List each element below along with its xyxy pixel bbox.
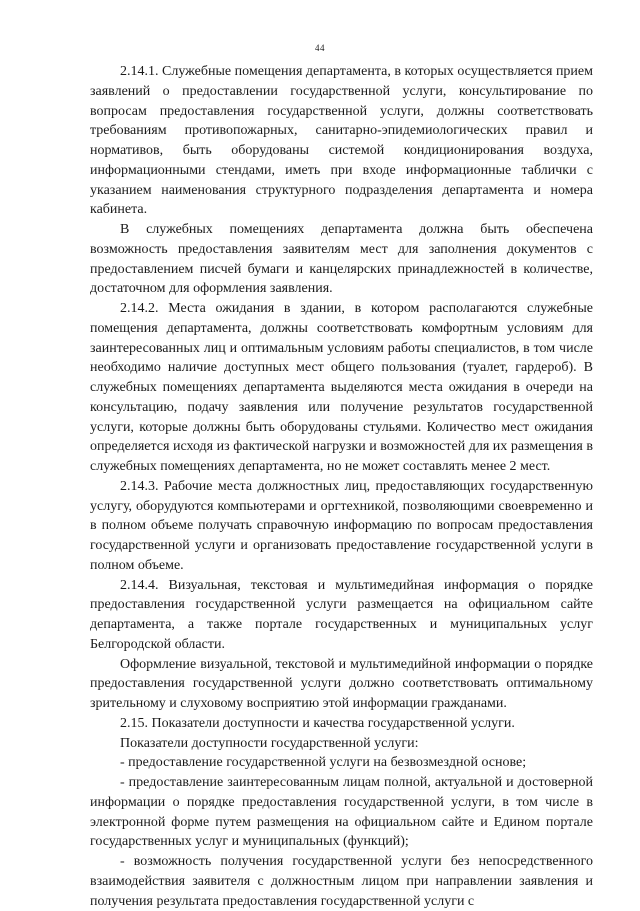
paragraph-2-14-1: 2.14.1. Служебные помещения департамента, в которых осуществляется прием заявлений о предоставлении государственной услуги, консультирование по вопросам предоставления государственной услуги, должны соответствовать требованиям противопожарных, санитарно-эпидемиологических правил и нормативов, быть оборудованы системой кондиционирования воздуха, информационными стендами, иметь при входе информационные таблички с указанием наименования структурного подразделения департамента и номера кабинета.: [90, 64, 593, 218]
list-item-information-provision: - предоставление заинтересованным лицам полной, актуальной и достоверной информации о порядке предоставления государственной услуги, в том числе в электронной форме путем размещения на официальном сайте и Едином портале государственных услуг и муниципальных (функций);: [90, 775, 593, 850]
paragraph-info-design: Оформление визуальной, текстовой и мультимедийной информации о порядке предоставления государственной услуги должно соответствовать оптимальному зрительному и слуховому восприятию этой информации гражданами.: [90, 656, 593, 711]
paragraph-2-14-4: 2.14.4. Визуальная, текстовая и мультимедийная информация о порядке предоставления государственной услуги размещается на официальном сайте департамента, а также портале государственных и муниципальных услуг Белгородской области.: [90, 577, 593, 652]
list-item-remote-receipt: - возможность получения государственной услуги без непосредственного взаимодействия заявителя с должностным лицом при направлении заявления и получения результата предоставления государственной услуги с: [90, 854, 593, 909]
paragraph-accessibility-intro: Показатели доступности государственной услуги:: [120, 735, 419, 751]
paragraph-2-15-heading: 2.15. Показатели доступности и качества государственной услуги.: [120, 715, 515, 731]
page-number: 44: [315, 43, 325, 53]
paragraph-2-14-2: 2.14.2. Места ожидания в здании, в котором располагаются служебные помещения департамента, должны соответствовать комфортным условиям для заинтересованных лиц и оптимальным условиям работы специалистов, в том числе необходимо наличие доступных мест общего пользования (туалет, гардероб). В служебных помещениях департамента выделяются места ожидания в очереди на консультацию, подачу заявления или получение результатов государственной услуги, которые должны быть оборудованы стульями. Количество мест ожидания определяется исходя из фактической нагрузки и возможностей для их размещения в служебных помещениях департамента, но не может составлять менее 2 мест.: [90, 301, 593, 474]
document-body: [90, 62, 593, 911]
paragraph-2-14-3: 2.14.3. Рабочие места должностных лиц, предоставляющих государственную услугу, оборудуются компьютерами и оргтехникой, позволяющими своевременно и в полном объеме получать справочную информацию по вопросам предоставления государственной услуги и организовать предоставление государственной услуги в полном объеме.: [90, 478, 593, 573]
list-item-free-of-charge: - предоставление государственной услуги на безвозмездной основе;: [120, 755, 527, 771]
paragraph-workplaces-supplies: В служебных помещениях департамента должна быть обеспечена возможность предоставления заявителям мест для заполнения документов с предоставлением писчей бумаги и канцелярских принадлежностей в количестве, достаточном для оформления заявления.: [90, 222, 593, 297]
